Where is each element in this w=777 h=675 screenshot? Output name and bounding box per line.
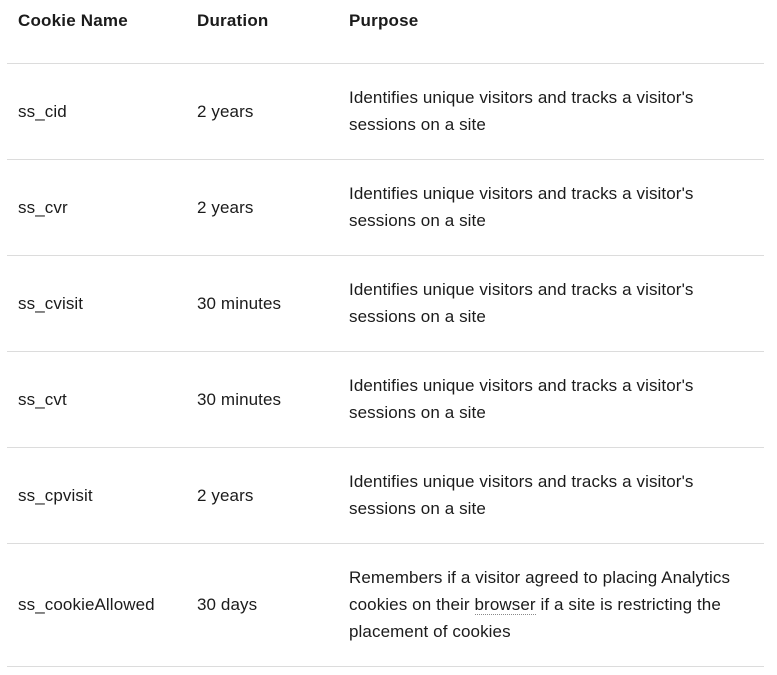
purpose-cell: Identifies unique visitors and tracks a visitor's sessions on a site [349, 63, 764, 159]
cookie-name-cell: ss_cvr [7, 159, 197, 255]
table-row [7, 63, 764, 159]
cookie-name-cell: ss_cvt [7, 351, 197, 447]
table-header-row [7, 0, 764, 63]
duration-cell: 2 years [197, 63, 349, 159]
purpose-cell: Identifies unique visitors and tracks a visitor's sessions on a site [349, 447, 764, 543]
header-purpose: Purpose [349, 0, 764, 63]
duration-cell: 2 years [197, 159, 349, 255]
purpose-cell [349, 543, 764, 666]
table-row [7, 255, 764, 351]
header-duration: Duration [197, 0, 349, 63]
table-row [7, 159, 764, 255]
cookie-name-cell: ss_cid [7, 63, 197, 159]
cookie-table [7, 0, 764, 667]
duration-cell: 30 minutes [197, 255, 349, 351]
table-row [7, 351, 764, 447]
header-cookie-name: Cookie Name [7, 0, 197, 63]
cookie-name-cell: ss_cpvisit [7, 447, 197, 543]
table-row [7, 447, 764, 543]
browser-link[interactable]: browser [474, 595, 536, 614]
duration-cell: 30 minutes [197, 351, 349, 447]
duration-cell: 30 days [197, 543, 349, 666]
cookie-name-cell: ss_cookieAllowed [7, 543, 197, 666]
purpose-cell: Identifies unique visitors and tracks a visitor's sessions on a site [349, 351, 764, 447]
cookie-name-cell: ss_cvisit [7, 255, 197, 351]
duration-cell: 2 years [197, 447, 349, 543]
purpose-text: if a site is restricting the placement of cookies [349, 595, 721, 641]
purpose-cell: Identifies unique visitors and tracks a visitor's sessions on a site [349, 255, 764, 351]
purpose-cell: Identifies unique visitors and tracks a visitor's sessions on a site [349, 159, 764, 255]
table-row [7, 543, 764, 666]
purpose-text: Remembers if a visitor agreed to placing Analytics cookies on their [349, 568, 731, 614]
